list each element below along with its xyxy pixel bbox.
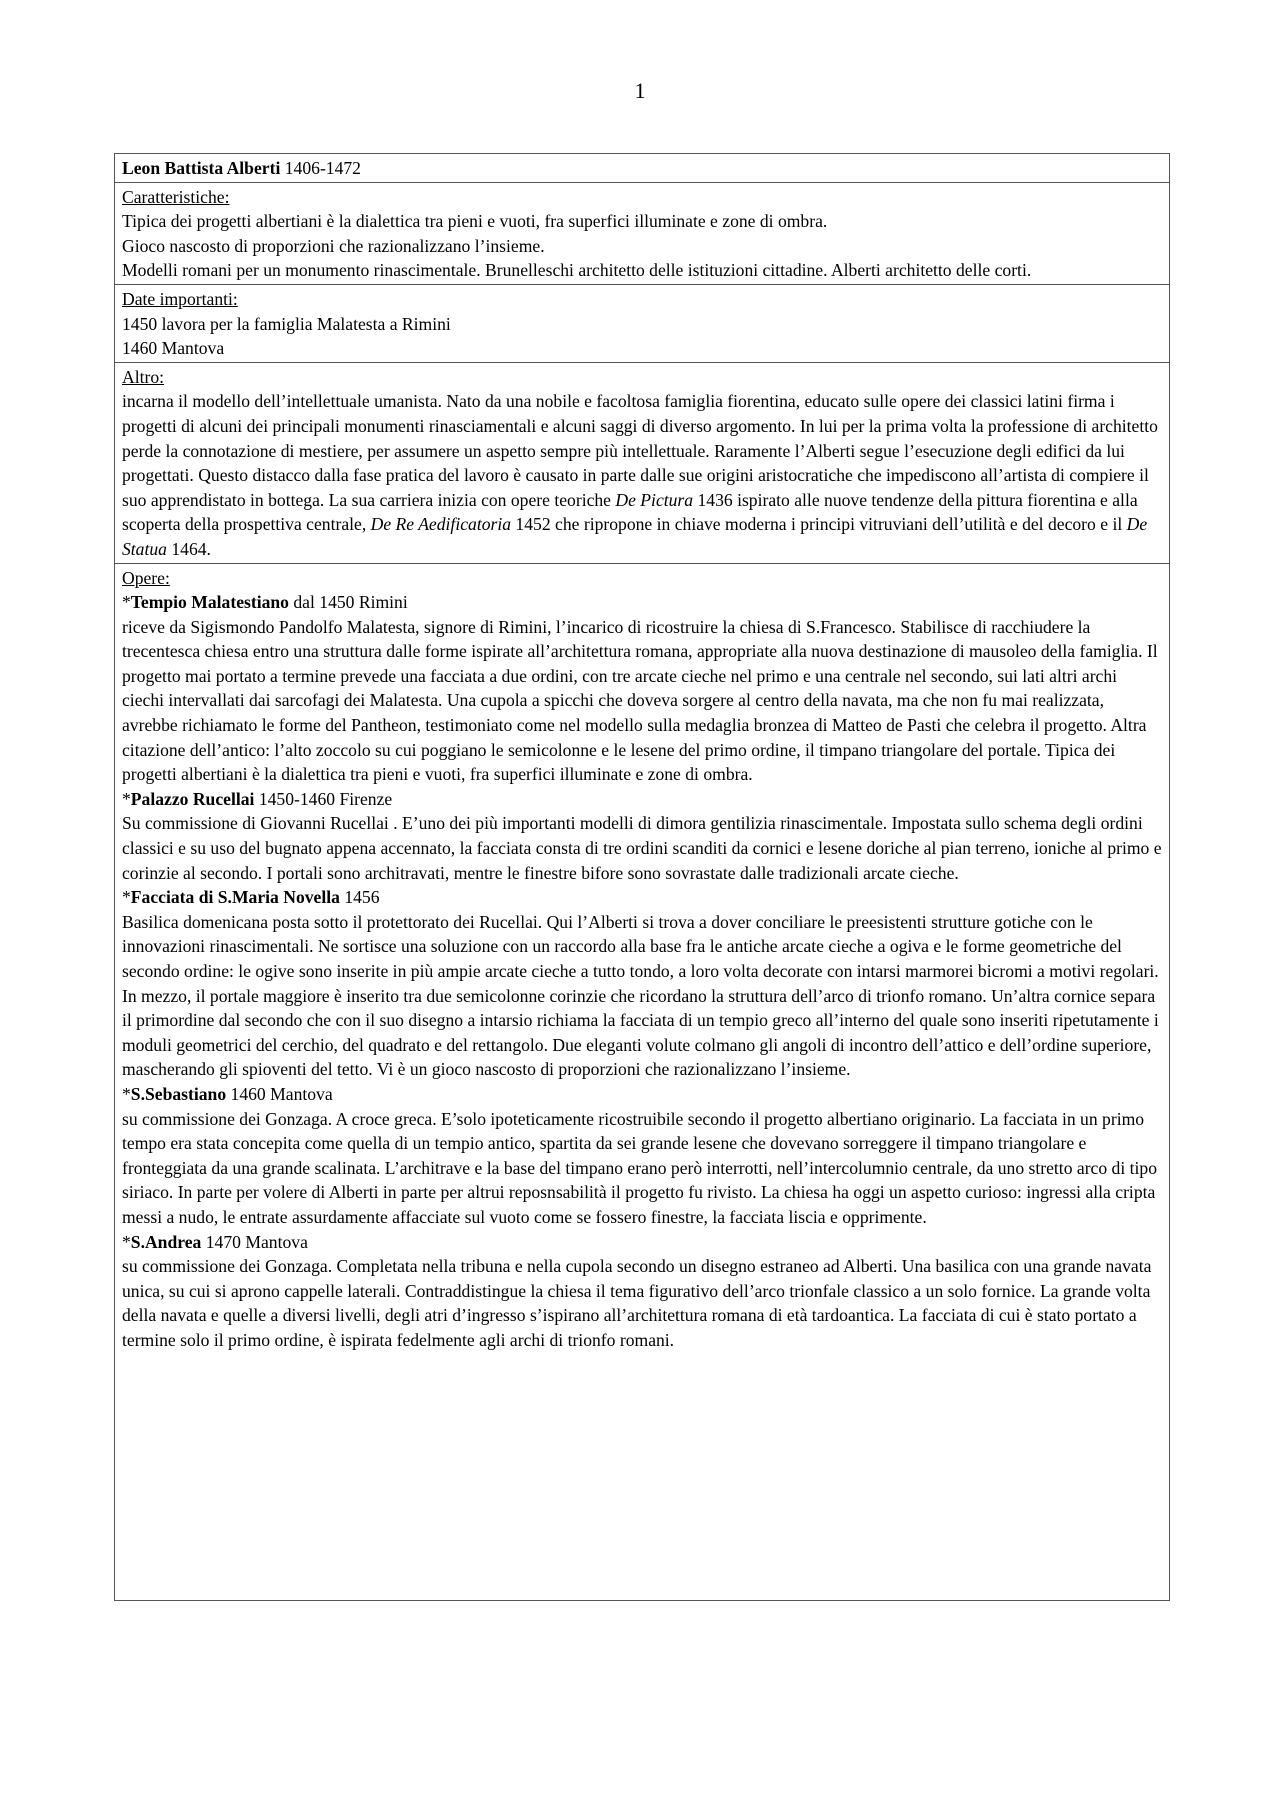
date-importanti-heading: Date importanti: [122,288,238,309]
opere-section [115,564,1169,1354]
content-table [114,153,1170,1601]
artist-dates: 1406-1472 [284,158,361,178]
work-title-de-pictura: De Pictura [615,489,694,510]
work-heading: *S.Andrea 1470 Mantova [122,1231,308,1252]
work-description: su commissione dei Gonzaga. A croce greca. E’solo ipoteticamente ricostruibile secondo il progetto albertiano originario. La facciata in un primo tempo era stata concepita come quella di un tempio antico, spartita da sei grande lesene che dovevano sorreggere il timpano triangolare e fronteggiata da una grande scalinata. L’architrave e la base del timpano erano però interrotti, nell’intercolumnio centrale, da uno stretto arco di tipo siriaco. In parte per volere di Alberti in parte per altrui reposnsabilità il progetto fu rivisto. La chiesa ha oggi un aspetto curioso: ingressi alla cripta messi a nudo, le entrate assurdamente affacciate sul vuoto come se fossero finestre, la facciata liscia e opprimente. [122,1108,1158,1227]
caratteristiche-line: Tipica dei progetti albertiani è la dialettica tra pieni e vuoti, fra superfici illuminate e zone di ombra. [122,211,828,232]
work-info: 1460 Mantova [226,1083,333,1104]
work-info: dal 1450 Rimini [288,592,408,613]
caratteristiche-line: Gioco nascosto di proporzioni che razionalizzano l’insieme. [122,235,545,256]
work-name: Facciata di S.Maria Novella [130,887,340,908]
work-name: Palazzo Rucellai [130,788,255,809]
work-description: su commissione dei Gonzaga. Completata nella tribuna e nella cupola secondo un disegno estraneo ad Alberti. Una basilica con una grande navata unica, su cui si aprono cappelle laterali. Contraddistingue la chiesa il tema figurativo dell’arco trionfale classico a un solo fornice. La grande volta della navata e quelle a diversi livelli, degli atri d’ingresso s’ispirano all’architettura romana di età tardoantica. La facciata di cui è stato portato a termine solo il primo ordine, è ispirata fedelmente agli archi di trionfo romani. [122,1256,1152,1350]
work-description: riceve da Sigismondo Pandolfo Malatesta, signore di Rimini, l’incarico di ricostruire la chiesa di S.Francesco. Stabilisce di racchiudere la trecentesca chiesa entro una struttura dalle forme ispirate all’architettura romana, appropriate alla nuova destinazione di mausoleo della famiglia. Il progetto mai portato a termine prevede una facciata a due ordini, con tre arcate cieche nel primo e una centrale nel secondo, sui lati altri archi ciechi intervallati dai sarcofagi dei Malatesta. Una cupola a spicchi che doveva sorgere al centro della navata, ma che non fu mai realizzata, avrebbe richiamato le forme del Pantheon, testimoniato come nel modello sulla medaglia bronzea di Matteo de Pasti che celebra il progetto. Altra citazione dell’antico: l’alto zoccolo su cui poggiano le semicolonne e le lesene del primo ordine, il timpano triangolare del portale. Tipica dei progetti albertiani è la dialettica tra pieni e vuoti, fra superfici illuminate e zone di ombra. [122,616,1158,785]
date-line: 1460 Mantova [122,338,225,359]
work-name: S.Andrea [130,1231,202,1252]
work-heading: *Palazzo Rucellai 1450-1460 Firenze [122,788,393,809]
work-heading: *Tempio Malatestiano dal 1450 Rimini [122,592,408,613]
work-name: S.Sebastiano [130,1083,227,1104]
altro-text: 1436 ispirato alle nuove tendenze della pittura fiorentina e alla scoperta della prospettiva centrale, [122,489,1138,535]
date-importanti-section [115,285,1169,363]
altro-heading: Altro: [122,366,165,387]
work-description: Basilica domenicana posta sotto il protettorato dei Rucellai. Qui l’Alberti si trova a dover conciliare le preesistenti strutture gotiche con le innovazioni rinascimentali. Ne sortisce una soluzione con un raccordo alla base fra le antiche arcate cieche a ogiva e le forme geometriche del secondo ordine: le ogive sono inserite in più ampie arcate cieche a tutto tondo, a loro volta decorate con intarsi marmorei bicromi a motivi regolari. In mezzo, il portale maggiore è inserito tra due semicolonne corinzie che ricordano la struttura dell’arco di trionfo romano. Un’altra cornice separa il primordine dal secondo che con il suo disegno a intarsio richiama la facciata di un tempio greco all’interno del quale sono inseriti ripetutamente i moduli geometrici del cerchio, del quadrato e del rettangolo. Due eleganti volute colmano gli angoli di incontro dell’attico e dell’ordine superiore, mascherando gli spioventi del tetto. Vi è un gioco nascosto di proporzioni che razionalizzano l’insieme. [122,911,1159,1080]
work-info: 1450-1460 Firenze [254,788,393,809]
work-description: Su commissione di Giovanni Rucellai . E’uno dei più importanti modelli di dimora gentilizia rinascimentale. Impostata sullo schema degli ordini classici e su uso del bugnato appena accennato, la facciata consta di tre ordini scanditi da cornici e lesene doriche al pian terreno, ioniche al primo e corinzie al secondo. I portali sono architravati, mentre le finestre bifore sono sovrastate dalle tradizionali arcate cieche. [122,813,1162,883]
altro-text: 1464. [166,538,211,559]
altro-text: 1452 che ripropone in chiave moderna i principi vitruviani dell’utilità e del decoro e il [511,514,1127,535]
altro-section [115,363,1169,564]
work-info: 1470 Mantova [201,1231,308,1252]
header-section [115,154,1169,183]
work-title-de-re-aedificatoria: De Re Aedificatoria [370,514,512,535]
caratteristiche-section [115,183,1169,285]
altro-paragraph [122,389,1162,561]
caratteristiche-heading: Caratteristiche: [122,186,230,207]
altro-text: incarna il modello dell’intellettuale umanista. Nato da una nobile e facoltosa famiglia fiorentina, educato sulle opere dei classici latini firma i progetti di alcuni dei principali monumenti rinasciamentali e alcuni saggi di diverso argomento. In lui per la prima volta la professione di architetto perde la connotazione di mestiere, per assumere un aspetto sempre più intellettuale. Raramente l’Alberti segue l’esecuzione degli edifici da lui progettati. Questo distacco dalla fase pratica del lavoro è causato in parte dalle sue origini aristocratiche che impediscono all’artista di compiere il suo apprendistato in bottega. La sua carriera inizia con opere teoriche [122,391,1158,510]
work-info: 1456 [339,887,380,908]
work-title-de-statua: De Statua [122,514,1148,559]
opere-heading: Opere: [122,567,170,588]
work-name: Tempio Malatestiano [130,592,289,613]
date-line: 1450 lavora per la famiglia Malatesta a Rimini [122,313,451,334]
caratteristiche-line: Modelli romani per un monumento rinascimentale. Brunelleschi architetto delle istituzioni cittadine. Alberti architetto delle corti. [122,260,1032,281]
work-heading: *Facciata di S.Maria Novella 1456 [122,887,380,908]
page-number: 1 [634,78,646,103]
artist-name: Leon Battista Alberti [122,158,281,178]
work-heading: *S.Sebastiano 1460 Mantova [122,1083,333,1104]
